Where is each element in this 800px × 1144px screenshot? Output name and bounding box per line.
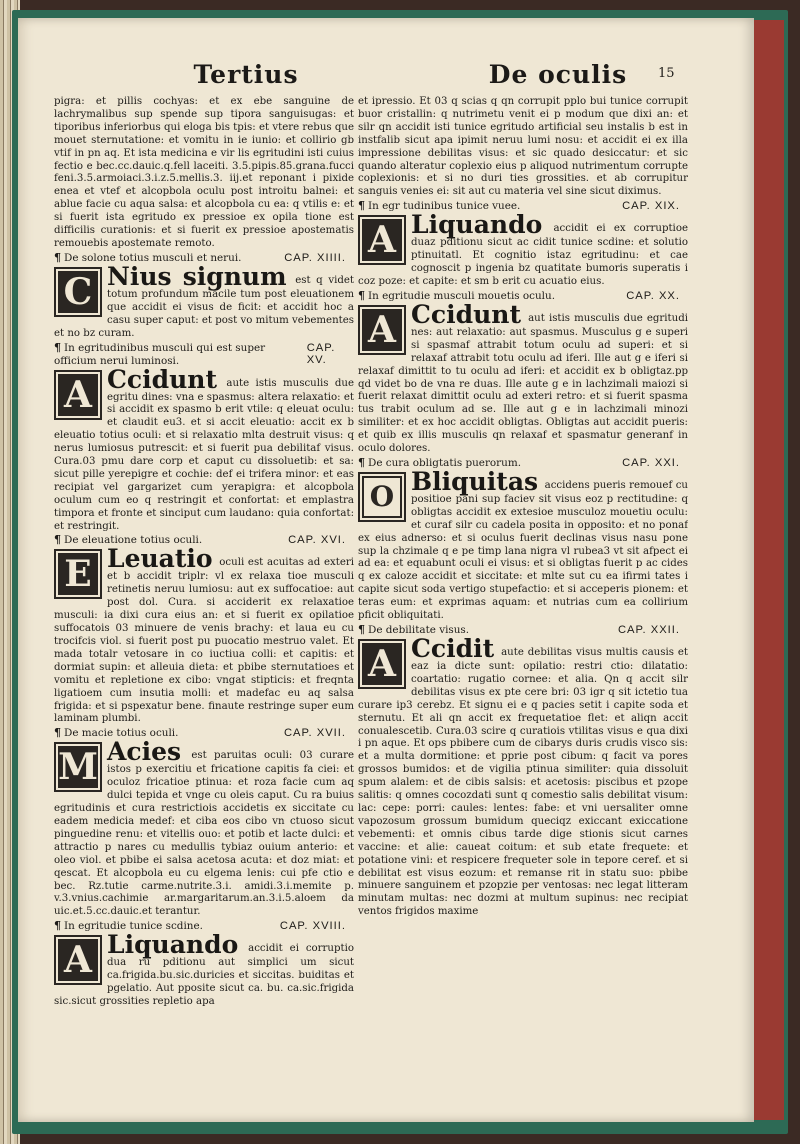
chapter-body: est q videt totum profundum macile tum post eleuationem que accidit ei visus de ficit: et accidit hoc a casu super caput: et post vo mitum vebementes et no bz curam.: [54, 274, 354, 339]
chapter-number: CAP. XVII.: [283, 727, 346, 740]
chapter-number: CAP. XIIII.: [284, 251, 346, 264]
chapter-paragraph: [54, 261, 354, 341]
incipit-words: Acies: [107, 737, 182, 767]
pilcrow-icon: ¶: [358, 455, 365, 469]
chapter-body: accidit ei ex corruptioe duaz pditionu sicut ac cidit tunice scdine: et solutio ptinuitatl. Et cognitio istaz egritudinu: et cae cognoscit p ingenia bz quatitate bumoris superatis i coz poze: et capite: et sm b erit cu acuatio eius.: [358, 223, 688, 287]
chapter-body: aute debilitas visus multis causis et eaz ia dicte sunt: opilatio: restri ctio: dilatatio: coartatio: rugatio cornee: et alia. Qn q accit silr debilitas visus ex pte cere bri: 03 igr q sit ictetio tua curare ip3 cerebz. Et signu ei e q pacies setit i capite soda et sternutu. Et ali qn accit ex frequetatioe flet: et aliqn accit conualescetib. Cura.03 scire q curatiois vtilitas visus e qua dixi i pn aque. Et ops pbibere cum de cibarys duris crudis visco sis: et a multa dormitione: et pprie post cibum: q facit va pores grossos bumidos: et de vigilia ptinua similiter: quia dissoluit spum alalem: et de cibis salsis: et acetosis: piscibus et pzope salitis: q omnes cocozdati sunt q comestio salis debilitat visum: lac: cepe: porri: caules: lentes: fabe: et vni uersaliter omne vapozosum grossum bumidum queciqz exiccant exiccatione vebementi: et omnis cibus tarde dige stionis sicut carnes vaccine: et alie: caueat coitum: et sub etate frequete: et potatione vini: et respicere frequeter sole in tepore ceref. et si debilitat est visus eozum: et remanse rit in statu suo: pbibe minuere sanguinem et pzopzie per ventosas: nec legat litteram minutam multas: nec dozmi at multum supinus: nec recipiat ventos frigidos maxime: [358, 647, 688, 918]
chapter-heading: [54, 726, 354, 740]
woodcut-initial: A: [54, 935, 102, 985]
pilcrow-icon: ¶: [54, 533, 61, 547]
incipit-words: Nius signum: [107, 261, 287, 291]
incipit-words: Bliquitas: [411, 466, 539, 496]
woodcut-initial: E: [54, 549, 102, 599]
chapter-number: CAP. XVI.: [288, 534, 346, 547]
incipit-words: Ccidunt: [411, 299, 521, 329]
chapter-heading: [358, 623, 688, 637]
chapter-body: aute istis musculis due egritu dines: vna e spasmus: altera relaxatio: et si accidit ex spasmo b erit vtile: q eleuat oculu: et claudit eu3. et si accit eleuatio: accit ex b eleuatio totius oculi: et si relaxatio mlta destruit visus: q nerus lumiosus putrescit: et si fuerit pua debilitaf visus. Cura.03 pmu dare corp et caput cu dissoluetib: et sa: sicut pille yerepigre et cochie: def ei trifera minor: et eas recipiat vel gargarizet cum yerapigra: et alcopbola oculum cum eo q restringit et confortat: et emplastra timpora et fronte et sinciput cum laudano: quia confortat: et restringit.: [54, 377, 354, 532]
chapter-heading: [358, 289, 688, 303]
incipit-words: Leuatio: [107, 544, 213, 574]
pilcrow-icon: ¶: [54, 726, 61, 740]
pilcrow-icon: ¶: [358, 199, 365, 213]
pilcrow-icon: ¶: [358, 288, 365, 302]
book-page: [18, 18, 754, 1122]
chapter-paragraph: [358, 210, 688, 289]
incipit-words: Liquando: [411, 210, 543, 240]
chapter-body: accidens pueris remouef cu positioe pani sup faciev sit visus eoz p rectitudine: q obligtas accidit ex extesioe musculoz mouetiu oculu: et curaf silr cu cadela posita in opposito: et no ponaf ex eius adnerso: et si oculus fuerit declinas visus nasu pone sup la chzimale q e pe timp lana nigra vl rubea3 vt sit afpect ei ad ea: et equabunt oculi ei visus: et si obligtas fuerit p ac cides q ex caloze accidit et siccitate: et mlte sut cu ea ifirmi tates i capite sicut soda vertigo stupefactio: et si acceperis pionem: et teras eum: et exprimas aquam: et nutrias cum ea collirium pficit obliquitati.: [358, 479, 688, 622]
woodcut-initial: A: [54, 370, 102, 420]
chapter-paragraph: [358, 299, 688, 456]
text-column-left: [54, 96, 354, 1096]
chapter-number: CAP. XV.: [306, 341, 336, 366]
incipit-words: Ccidit: [411, 634, 495, 663]
chapter-title: In egritudie tunice scdine.: [64, 920, 203, 933]
woodcut-initial: M: [54, 742, 102, 792]
woodcut-initial: C: [54, 267, 102, 317]
pilcrow-icon: ¶: [54, 340, 61, 354]
woodcut-initial: O: [358, 472, 406, 522]
incipit-words: Ccidunt: [107, 364, 217, 394]
chapter-title: De eleuatione totius oculi.: [64, 534, 203, 547]
chapter-number: CAP. XXII.: [617, 624, 680, 636]
running-head-right: De oculis: [488, 60, 628, 89]
pilcrow-icon: ¶: [54, 919, 61, 933]
incipit-words: Liquando: [107, 930, 239, 960]
running-head-left: Tertius: [193, 60, 299, 89]
chapter-title: In egritudinibus musculi qui est super officium nerui luminosi.: [54, 341, 266, 367]
chapter-heading-text: [54, 341, 307, 368]
woodcut-initial: A: [358, 639, 406, 689]
chapter-body: accidit ei corruptio dua ru pditionu aut simplici um sicut ca.frigida.bu.sic.duricies et siccitas. buiditas et pgelatio. Aut pposite sicut ca. bu. ca.sic.frigida sic.sicut grossities repletio apa: [54, 943, 354, 1007]
chapter-title: De debilitate visus.: [368, 624, 470, 636]
chapter-paragraph: [54, 544, 354, 726]
pilcrow-icon: ¶: [54, 250, 61, 264]
chapter-title: In egritudie musculi mouetis oculu.: [368, 289, 555, 302]
chapter-paragraph: [54, 930, 354, 1009]
chapter-body: aut istis musculis due egritudi nes: aut relaxatio: aut spasmus. Musculus g e superi si spasmaf attrabit totum oculu ad superi: et si relaxaf attrabit totu oculu ad iferi. Ille aut g e iferi si relaxaf dimittit to tu oculu ad iferi: et accidit ex b obligtaz.pp qd videt bo de vna re duas. Ille aute g e in lachzimali maiozi si fuerit relaxat dimittit oculu ad exteri retro: et si fuerit spasma tus trabit oculum ad se. Ille aut g e in lachzimali minozi similiter: et ex hoc accidit obligtas. Obligtas aut accidit pueris: et quib ex illis musculis qn relaxaf et spasmatur generanf in oculo dolores.: [358, 312, 688, 455]
chapter-title: De solone totius musculi et nerui.: [64, 251, 242, 264]
chapter-number: CAP. XVIII.: [279, 920, 346, 933]
chapter-title: De macie totius oculi.: [64, 727, 179, 740]
chapter-title: De cura obligtatis puerorum.: [368, 456, 521, 469]
chapter-paragraph: [54, 737, 354, 919]
paragraph: et ipressio. Et 03 q scias q qn corrupit pplo bui tunice corrupit buor cristallin: q nutrimetu venit ei p modum que dixi an: et silr qn accidit isti tunice egritudo artificial seu instalis b est in instfalib sicut apa ipimit neruu lumi nosu: et accidit ei ex illa impressione debilitas visus: et sic quado desiccatur: et sic quando alteratur coplexio eius p aliquod nutrimentum corrupte coplexionis: et si no duri ties grossities. et ab corrupitur sanguis venies ei: sit aut cu materia vel sine sicut diximus.: [358, 96, 688, 198]
woodcut-initial: A: [358, 215, 406, 265]
chapter-number: CAP. XX.: [626, 289, 680, 302]
chapter-title: In egr tudinibus tunice vuee.: [368, 200, 521, 213]
pilcrow-icon: ¶: [358, 623, 365, 636]
folio-number: 15: [658, 66, 675, 81]
chapter-paragraph: [358, 634, 688, 919]
woodcut-initial: A: [358, 305, 406, 355]
chapter-paragraph: [54, 364, 354, 534]
chapter-body: est paruitas oculi: 03 curare istos p exercitiu et fricatione capitis fa ciei: et oculoz fricatioe ptinua: et roza facie cum aq dulci tepida et vnge cu oleis caput. Cu ra buius egritudinis et cura restrictiois accidetis ex siccitate cu eadem medicia medef: et ciba eos cibo vn ctuoso sicut pinguedine renu: et vitellis ouo: et potib et lacte dulci: et attractio p nares cu medullis tybiaz ouium anterio: et oleo viol. et pbibe ei salsa acetosa acuta: et doz miat: et qescat. Et alcopbola eu cu elgema lenis: cui pfe ctio e bec. Rz.tutie carme.nutrite.3.i. amidi.3.i.memite p. v.3.vnius.cachimie ar.margaritarum.an.3.i.5.aloem da uic.et.5.cc.dauic.et terantur.: [54, 750, 354, 918]
chapter-number: CAP. XIX.: [622, 200, 680, 213]
text-column-right: [358, 96, 688, 1096]
chapter-number: CAP. XXI.: [622, 456, 680, 469]
chapter-paragraph: [358, 466, 688, 623]
chapter-body: oculi est acuitas ad exteri et b accidit triplr: vl ex relaxa tioe musculi retinetis neruu lumiosu: aut ex suffocatioe: aut post dol. Cura. si acciderit ex relaxatioe musculi: ia dixi cura eius an: et si fuerit ex opilatioe suffocatois 03 minuere de venis brachy: et laua eu cu trocifcis viol. si fuerit post pu puocatio mestruo valet. Et mada totalr vetosare in co iuctiua colli: et capitis: et dormiat supin: et alleuia dieta: et pbibe sternutatioes et vomitu et repletione ex cibo: vngat stipticis: et freqnta ligatioem cum insutia molli: et madefac eu aq salsa frigida: et si pspexatur bene. finaute restringe super eum laminam plumbi.: [54, 557, 354, 725]
paragraph: pigra: et pillis cochyas: et ex ebe sanguine de lachrymalibus sup spende sup tipora sanguisugas: et tiporibus inferiorbus qui eloga bis tpis: et vtere rebus que mouet sternutatione: et vomitu in ie iunio: et collirio gb vtif in pn aq. Et ista medicina e vir lis egritudini isti cuius fectio e bec.cc.dauic.q.fell laceiti. 3.5.pipis.85.grana.fucci feni.3.5.armoiaci.3.i.z.5.mellis.3. iij.et reponant i pixide enea et vtef et alcopbola oculu post introitu balnei: et ablue facie cu aqua salsa: et alcopbola cu ea: q vtilis e: et si fuerit ista egritudo ex pressioe ex opila tione est difficilis curationis: et si fuerit ex pressioe apostematis remouebis apostemate remoto.: [54, 96, 354, 249]
chapter-heading: [54, 341, 354, 368]
